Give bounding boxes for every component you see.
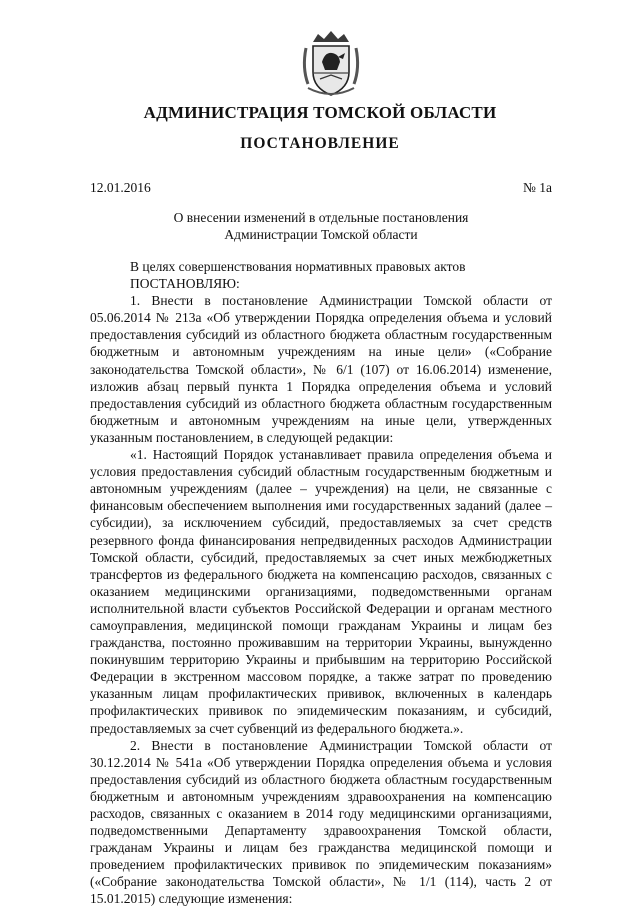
document-date: 12.01.2016: [90, 180, 151, 195]
coat-of-arms-icon: [300, 28, 362, 100]
document-subject: [90, 209, 552, 243]
document-type: ПОСТАНОВЛЕНИЕ: [240, 135, 400, 152]
resolve-heading: ПОСТАНОВЛЯЮ:: [130, 276, 240, 292]
quoted-paragraph: «1. Настоящий Порядок устанавливает правила определения объема и условия предоставления субсидий областным государственным бюджетным и автономным учреждениям (далее – учреждения) на цели, не связанные с финансовым обеспечением выполнения ими государственных заданий (далее – субсидии), за исключением субсидий, предоставляемых за счет средств резервного фонда финансирования непредвиденных расходов Администрации Томской области, субсидий, предоставляемых за счет иных межбюджетных трансфертов из федерального бюджета на компенсацию расходов, связанных с оказанием медицинскими организациями, подведомственными органам исполнительной власти субъектов Российской Федерации и органам местного самоуправления, медицинской помощи гражданам Украины и лицам без гражданства, постоянно проживавшим на территории Украины, вынужденно покинувшим территорию Украины и прибывшим на территорию Российской Федерации в экстренном массовом порядке, а также затрат по проведению указанным лицам профилактических прививок, включенных в календарь профилактических прививок по эпидемическим показаниям, и субсидий, предоставляемых за счет субвенций из федерального бюджета.».: [90, 447, 552, 736]
intro-paragraph: В целях совершенствования нормативных правовых актов: [130, 259, 466, 274]
document-body: [90, 258, 552, 908]
organization-title: АДМИНИСТРАЦИЯ ТОМСКОЙ ОБЛАСТИ: [143, 103, 497, 122]
paragraph-1: 1. Внести в постановление Администрации Томской области от 05.06.2014 № 213а «Об утверждении Порядка определения объема и условий предоставления субсидий из областного бюджета областным государственным бюджетным и автономным учреждениям на иные цели» («Собрание законодательства Томской области», № 6/1 (107) от 16.06.2014) изменение, изложив абзац первый пункта 1 Порядка определения объема и условий предоставления субсидий из областного бюджета областным государственным бюджетным и автономным учреждениям на иные цели, утвержденных указанным постановлением, в следующей редакции:: [90, 293, 552, 445]
paragraph-2: 2. Внести в постановление Администрации Томской области от 30.12.2014 № 541а «Об утверждении Порядка определения объема и условия предоставления субсидий из областного бюджета областным государственным бюджетным и автономным учреждениям здравоохранения на компенсацию расходов, связанных с оказанием в 2014 году медицинскими организациями, подведомственными Департаменту здравоохранения Томской области, гражданам Украины и лицам без гражданства медицинской помощи и проведением профилактических прививок по эпидемическим показаниям» («Собрание законодательства Томской области», № 1/1 (114), часть 2 от 15.01.2015) следующие изменения:: [90, 737, 552, 907]
subject-line-2: Администрации Томской области: [224, 227, 418, 242]
subject-line-1: О внесении изменений в отдельные постановления: [173, 210, 469, 225]
document-number: № 1а: [523, 180, 552, 195]
